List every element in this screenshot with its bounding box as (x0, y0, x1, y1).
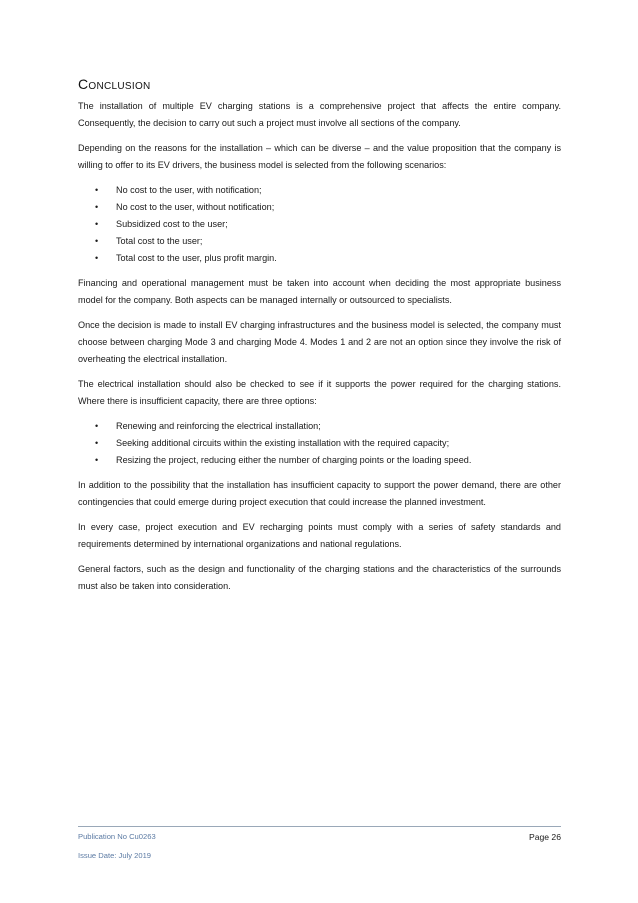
section-heading: Conclusion (78, 76, 151, 92)
list-item-text: No cost to the user, with notification; (116, 185, 262, 195)
list-item (95, 418, 561, 435)
bullet-icon: • (95, 438, 99, 448)
bullet-icon: • (95, 202, 99, 212)
footer-row (78, 832, 561, 846)
list-item (95, 233, 561, 250)
paragraph-6: In addition to the possibility that the installation has insufficient capacity to support the power demand, there are other contingencies that could emerge during project execution that could increase the planned investment. (78, 480, 561, 507)
list-item-text: Total cost to the user; (116, 236, 203, 246)
bullet-icon: • (95, 185, 99, 195)
paragraph-8: General factors, such as the design and functionality of the charging stations and the characteristics of the surrounds must also be taken into consideration. (78, 564, 561, 591)
issue-date: Issue Date: July 2019 (78, 851, 152, 860)
list-item-text: No cost to the user, without notification; (116, 202, 275, 212)
paragraph-5: The electrical installation should also be checked to see if it supports the power required for the charging stations. Where there is insufficient capacity, there are three options: (78, 379, 561, 406)
list-item-text: Resizing the project, reducing either the number of charging points or the loading speed. (116, 455, 472, 465)
main-content (78, 76, 561, 603)
list-item (95, 250, 561, 267)
options-list (78, 418, 561, 469)
bullet-icon: • (95, 253, 99, 263)
paragraph-3: Financing and operational management must be taken into account when deciding the most appropriate business model for the company. Both aspects can be managed internally or outsourced to specialists. (78, 278, 561, 305)
page-footer (78, 826, 561, 860)
scenario-list (78, 182, 561, 267)
paragraph-2: Depending on the reasons for the installation – which can be diverse – and the value proposition that the company is willing to offer to its EV drivers, the business model is selected from the following scenarios: (78, 143, 561, 170)
bullet-icon: • (95, 455, 99, 465)
list-item-text: Subsidized cost to the user; (116, 219, 228, 229)
list-item (95, 452, 561, 469)
bullet-icon: • (95, 421, 99, 431)
paragraph-1: The installation of multiple EV charging stations is a comprehensive project that affects the entire company. Consequently, the decision to carry out such a project must involve all sections of the company. (78, 101, 561, 128)
publication-number: Publication No Cu0263 (78, 832, 156, 841)
page-number: Page 26 (528, 832, 561, 842)
list-item (95, 216, 561, 233)
paragraph-7: In every case, project execution and EV recharging points must comply with a series of safety standards and requirements determined by international organizations and national regulations. (78, 522, 561, 549)
paragraph-4: Once the decision is made to install EV charging infrastructures and the business model is selected, the company must choose between charging Mode 3 and charging Mode 4. Modes 1 and 2 are not an option since they involve the risk of overheating the electrical installation. (78, 320, 561, 364)
list-item-text: Seeking additional circuits within the existing installation with the required capacity; (116, 438, 450, 448)
bullet-icon: • (95, 219, 99, 229)
bullet-icon: • (95, 236, 99, 246)
list-item (95, 182, 561, 199)
list-item (95, 435, 561, 452)
list-item-text: Renewing and reinforcing the electrical installation; (116, 421, 321, 431)
list-item-text: Total cost to the user, plus profit margin. (116, 253, 277, 263)
list-item (95, 199, 561, 216)
